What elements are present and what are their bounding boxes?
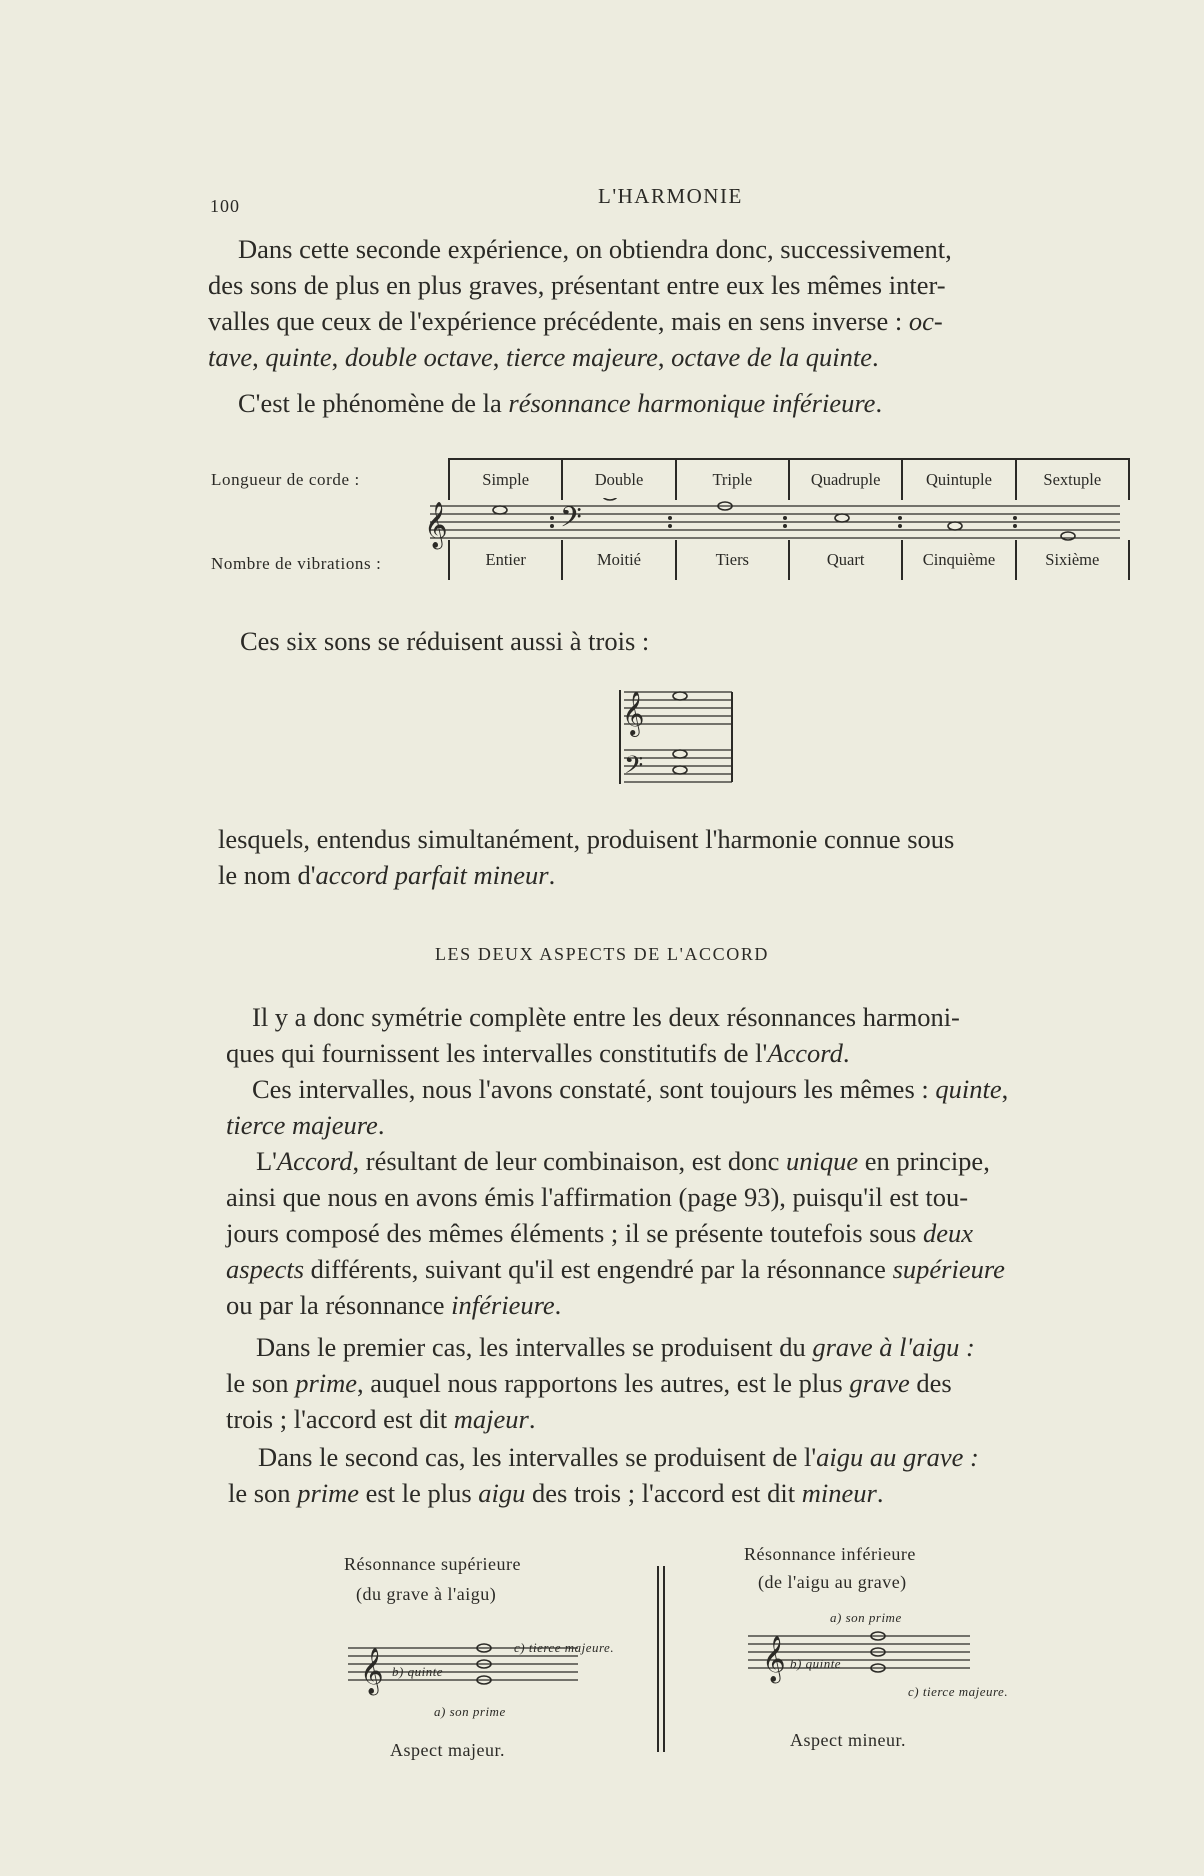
length-cell: Sextuple: [1015, 460, 1130, 500]
figure-divider: [657, 1566, 665, 1752]
p9-text: le son: [228, 1478, 291, 1508]
para2-end: .: [875, 388, 883, 418]
para4-end: .: [548, 860, 556, 890]
lengths-row: [448, 458, 1130, 500]
para7-line2: ainsi que nous en avons émis l'affirmation (page 93), puisqu'il est tou-: [226, 1182, 969, 1212]
para4-em: accord parfait mineur: [315, 860, 549, 890]
p7-text: ou par la résonnance: [226, 1290, 445, 1320]
p7-em: supérieure: [892, 1254, 1005, 1284]
para7-line1: [256, 1144, 990, 1179]
sep: .: [872, 342, 879, 372]
fig-left-caption: Aspect majeur.: [390, 1740, 505, 1760]
minor-aspect-staff: [748, 1628, 978, 1688]
page-number: 100: [210, 196, 240, 216]
p7-em: unique: [785, 1146, 859, 1176]
p8-em: prime: [295, 1368, 358, 1398]
fig-left-title1: Résonnance supérieure: [344, 1554, 521, 1574]
para5-line2: [226, 1036, 849, 1071]
length-cell: Quintuple: [901, 460, 1014, 500]
para8-line1: [256, 1330, 975, 1365]
p8-text: , auquel nous rapportons les autres, est le plus: [357, 1368, 843, 1398]
para6-em2: tierce majeure: [226, 1110, 378, 1140]
para2-em: résonnance harmonique inférieure: [508, 388, 876, 418]
bass-clef-icon: 𝄢: [560, 501, 582, 541]
p9-text: .: [876, 1478, 884, 1508]
p7-text: différents, suivant qu'il est engendré par la résonnance: [304, 1254, 886, 1284]
para6-text: Ces intervalles, nous l'avons constaté, sont toujours les mêmes :: [252, 1074, 929, 1104]
vibration-cell: Cinquième: [901, 540, 1014, 580]
p7-text: jours composé des mêmes éléments ; il se présente toutefois sous: [226, 1218, 917, 1248]
em-tierce-majeure: tierce majeure: [506, 342, 658, 372]
p7-em: deux: [922, 1218, 973, 1248]
fig-left-note-c: c) tierce majeure.: [514, 1640, 615, 1655]
p7-text: en principe,: [858, 1146, 990, 1176]
label-length: Longueur de corde :: [211, 470, 360, 489]
para6-end2: .: [377, 1110, 385, 1140]
p9-em: aigu au grave :: [816, 1442, 979, 1472]
fig-left-title2: (du grave à l'aigu): [356, 1584, 497, 1604]
para6-end: ,: [1001, 1074, 1009, 1104]
sep: ,: [331, 342, 345, 372]
p9-text: des trois ; l'accord est dit: [525, 1478, 796, 1508]
para3: Ces six sons se réduisent aussi à trois :: [240, 626, 650, 656]
running-header: L'HARMONIE: [598, 184, 743, 208]
fig-left-note-a: a) son prime: [434, 1704, 506, 1719]
p9-em: mineur: [801, 1478, 877, 1508]
p9-em: aigu: [478, 1478, 526, 1508]
p9-text: Dans le second cas, les intervalles se produisent de l': [258, 1442, 817, 1472]
treble-clef-icon: 𝄞: [762, 1636, 786, 1682]
p8-text: le son: [226, 1368, 289, 1398]
em-double-octave: double octave: [344, 342, 493, 372]
para1-line3-em: oc-: [908, 306, 943, 336]
em-octave-quinte: octave de la quinte: [671, 342, 873, 372]
para9-line1: [258, 1440, 979, 1475]
vibration-cell: Moitié: [561, 540, 674, 580]
length-cell: Triple: [675, 460, 788, 500]
treble-clef-icon: 𝄞: [424, 502, 448, 548]
treble-clef-icon: 𝄞: [622, 691, 645, 735]
treble-clef-icon: 𝄞: [360, 1648, 384, 1694]
para1-line4: [208, 340, 879, 375]
label-vibrations: Nombre de vibrations :: [211, 554, 382, 573]
bass-clef-icon: 𝄢: [624, 751, 644, 786]
para6-line2: [226, 1108, 384, 1143]
p7-em: aspects: [226, 1254, 305, 1284]
fig-right-note-b: b) quinte: [790, 1656, 842, 1671]
p7-text: .: [554, 1290, 562, 1320]
harmonic-series-staff: [420, 498, 1120, 558]
fig-right-note-a: a) son prime: [830, 1610, 902, 1625]
vibration-cell: Sixième: [1015, 540, 1130, 580]
para1-line1: Dans cette seconde expérience, on obtiendra donc, successivement,: [238, 234, 952, 264]
para5-line1: Il y a donc symétrie complète entre les deux résonnances harmoni-: [252, 1002, 960, 1032]
para6-em: quinte: [935, 1074, 1002, 1104]
para1-line3: [208, 304, 943, 339]
p8-text: trois ; l'accord est dit: [226, 1404, 448, 1434]
length-cell: Simple: [448, 460, 561, 500]
para5-end: .: [842, 1038, 850, 1068]
vibration-cell: Quart: [788, 540, 901, 580]
p8-em: grave: [849, 1368, 910, 1398]
para4-text: le nom d': [218, 860, 316, 890]
para7-line5: [226, 1288, 561, 1323]
para9-line2: [228, 1476, 883, 1511]
para2-text: C'est le phénomène de la: [238, 388, 502, 418]
para8-line2: [226, 1366, 952, 1401]
para4-line2: [218, 858, 555, 893]
para6-line1: [252, 1072, 1008, 1107]
sep: ,: [657, 342, 672, 372]
para4-line1: lesquels, entendus simultanément, produisent l'harmonie connue sous: [218, 824, 955, 854]
p9-text: est le plus: [359, 1478, 472, 1508]
section-title: LES DEUX ASPECTS DE L'ACCORD: [434, 944, 770, 964]
fig-right-caption: Aspect mineur.: [790, 1730, 906, 1750]
fig-left-note-b: b) quinte: [392, 1664, 444, 1679]
em-octave: tave: [208, 342, 253, 372]
p8-em: majeur: [453, 1404, 529, 1434]
p7-em: inférieure: [451, 1290, 555, 1320]
para1-line2: des sons de plus en plus graves, présentant entre eux les mêmes inter-: [208, 270, 946, 300]
para5-text: ques qui fournissent les intervalles constitutifs de l': [226, 1038, 768, 1068]
p7-em: Accord: [276, 1146, 353, 1176]
para7-line4: [226, 1252, 1005, 1287]
em-quinte: quinte: [265, 342, 332, 372]
para5-em: Accord: [767, 1038, 843, 1068]
p8-text: des: [909, 1368, 952, 1398]
para8-line3: [226, 1402, 535, 1437]
length-cell: Quadruple: [788, 460, 901, 500]
vibration-cell: Tiers: [675, 540, 788, 580]
p8-text: Dans le premier cas, les intervalles se produisent du: [256, 1332, 806, 1362]
p8-em: grave à l'aigu :: [812, 1332, 975, 1362]
minor-chord-figure: [612, 688, 742, 798]
sep: ,: [252, 342, 266, 372]
para7-line3: [226, 1216, 973, 1251]
p8-text: .: [528, 1404, 536, 1434]
fig-right-note-c: c) tierce majeure.: [908, 1684, 1009, 1699]
fig-right-title1: Résonnance inférieure: [744, 1544, 916, 1564]
sep: ,: [492, 342, 507, 372]
vibration-cell: Entier: [448, 540, 561, 580]
length-cell: Double: [561, 460, 674, 500]
fig-right-title2: (de l'aigu au grave): [758, 1572, 907, 1592]
p7-text: L': [256, 1146, 277, 1176]
p9-em: prime: [297, 1478, 360, 1508]
para2: [238, 386, 882, 421]
p7-text: , résultant de leur combinaison, est donc: [352, 1146, 780, 1176]
para1-line3-text: valles que ceux de l'expérience précédente, mais en sens inverse :: [208, 306, 903, 336]
